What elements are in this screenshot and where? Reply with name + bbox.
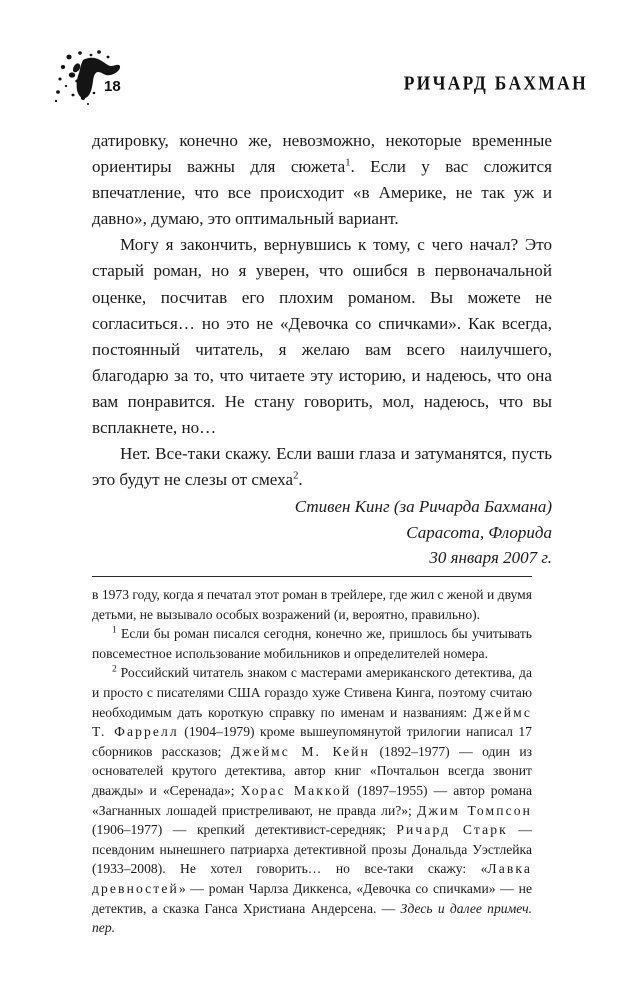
paragraph-1-tail: . Если у вас сложится впечатление, что все происходит «в Америке, не так уж и давно», думаю, это оптимальный вариант. bbox=[92, 157, 552, 229]
footnote-2-seg2: (1904–1979) кроме вышеупомянутой трилогии написал 17 сборников рассказов; bbox=[92, 724, 532, 759]
translator-note-attribution: Здесь и далее примеч. пер. bbox=[92, 900, 532, 936]
author-name-cain: Джеймс М. Кейн bbox=[230, 743, 371, 759]
author-name-stark: Ричард Старк bbox=[396, 822, 508, 838]
paragraph-3-tail: . bbox=[298, 470, 303, 490]
author-name-thompson: Джим Томпсон bbox=[417, 802, 532, 818]
signature-block bbox=[92, 494, 552, 571]
paragraph-3 bbox=[92, 441, 552, 493]
running-head-author: РИЧАРД БАХМАН bbox=[403, 71, 588, 94]
signature-place: Сарасота, Флорида bbox=[406, 522, 552, 542]
footnote-ref-1[interactable]: 1 bbox=[345, 157, 351, 169]
paragraph-1-text: датировку, конечно же, невозможно, некоторые временные ориентиры важны для сюжета bbox=[92, 131, 552, 177]
footnote-2-seg4: (1897–1955) — автор романа «Загнанных лошадей пристреливают, не правда ли?»; bbox=[92, 782, 532, 818]
footnote-ref-2[interactable]: 2 bbox=[293, 470, 299, 482]
footnote-1-text: Если бы роман писался сегодня, конечно же, пришлось бы учитывать повсеместное использование мобильников и определителей номера. bbox=[92, 626, 532, 661]
body-text bbox=[92, 128, 552, 493]
footnote-2 bbox=[92, 663, 532, 937]
footnote-separator bbox=[92, 576, 532, 577]
footnote-2-seg5: (1906–1977) — крепкий детективист-середняк; bbox=[92, 822, 397, 838]
author-name-mccoy: Хорас Маккой bbox=[240, 782, 352, 798]
footnote-2-seg3: (1892–1977) — один из основателей крутого детектива, автор книг «Почтальон всегда звонит дважды» и «Серенада»; bbox=[92, 743, 532, 798]
book-title-old-curiosity-shop: Лавка древностей bbox=[92, 861, 532, 896]
signature-date: 30 января 2007 г. bbox=[429, 548, 552, 567]
paragraph-3-text: Нет. Все-таки скажу. Если ваши глаза и затуманятся, пусть это будут не слезы от смеха bbox=[92, 444, 552, 490]
paragraph-1 bbox=[92, 128, 552, 232]
footnote-2-seg6: — псевдоним нынешнего патриарха детективной прозы Дональда Уэстлейка (1933–2008). Не хотел говорить… но все-таки скажу: « bbox=[92, 822, 532, 877]
footnote-1-marker: 1 bbox=[112, 625, 117, 636]
footnote-continuation: в 1973 году, когда я печатал этот роман в трейлере, где жил с женой и двумя детьми, не вызывало особых возражений (и, вероятно, правильно). bbox=[92, 587, 532, 622]
running-head bbox=[0, 48, 644, 108]
footnote-2-marker: 2 bbox=[112, 664, 117, 675]
footnote-2-seg7: » — роман Чарлза Диккенса, «Девочка со спичками» — не детектив, а сказка Ганса Христиана Андерсена. — bbox=[92, 880, 532, 916]
footnote-2-seg1: Российский читатель знаком с мастерами американского детектива, да и просто с писателями США гораздо хуже Стивена Кинга, поэтому считаю необходимым дать короткую справку по именам и названиям: bbox=[92, 665, 532, 720]
footnotes-block bbox=[92, 585, 532, 938]
ink-blot-icon bbox=[52, 48, 140, 106]
signature-author: Стивен Кинг (за Ричарда Бахмана) bbox=[294, 497, 552, 516]
author-name-farrell: Джеймс Т. Фаррелл bbox=[92, 704, 532, 740]
page-number: 18 bbox=[104, 78, 121, 95]
footnote-1 bbox=[92, 624, 532, 663]
paragraph-2: Могу я закончить, вернувшись к тому, с чего начал? Это старый роман, но я уверен, что ошибся в первоначальной оценке, посчитав его плохим романом. Вы можете не согласиться… но это не «Девочка со спичками». Как всегда, постоянный читатель, я желаю вам всего наилучшего, благодарю за то, что читаете эту историю, и надеюсь, что она вам понравится. Не стану говорить, мол, надеюсь, что вы всплакнете, но… bbox=[92, 235, 552, 438]
